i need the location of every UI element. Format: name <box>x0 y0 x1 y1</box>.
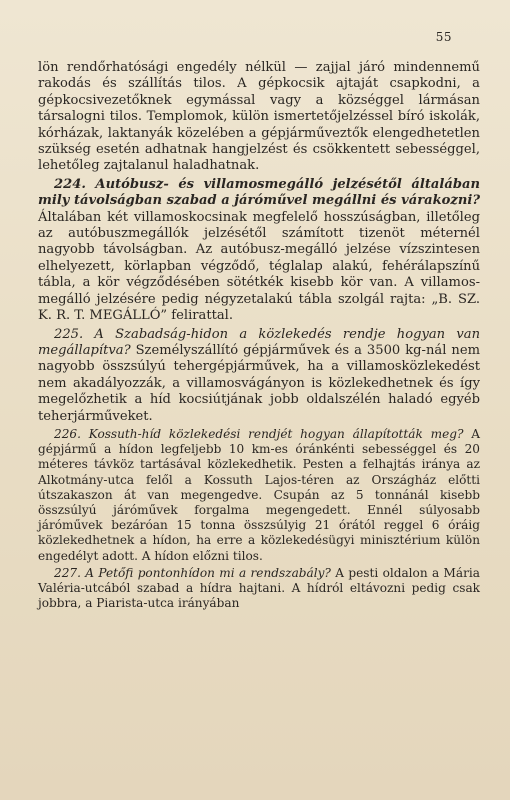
body-text <box>38 60 480 611</box>
question-227 <box>38 566 480 612</box>
question-226 <box>38 427 480 564</box>
question-224 <box>38 177 480 325</box>
question-text: 227. A Petőfi pontonhídon mi a rendszabály? <box>54 565 331 580</box>
answer-text: A pesti oldalon a Mária Valéria-utcából szabad a hídra hajtani. A hídról eltávozni pedig csak jobbra, a Piarista-utca irányában <box>38 565 480 611</box>
answer-text: Általában két villamoskocsinak megfelelő hosszúságban, illetőleg az autóbuszmegállók jelzésétől számított tizenöt méternél nagyobb távolságban. Az autóbusz-megálló jelzése vízszintesen elhelyezett, körlapban végződő, téglalap alakú, fehérálapszínű tábla, a kör végződésében sötétkék kisebb kör van. A villamos-megálló jelzésére pedig négyzetalakú tábla szolgál rajta: „B. SZ. K. R. T. MEGÁLLÓ” felirattal. <box>38 209 480 324</box>
question-text: 224. Autóbusz- és villamosmegálló jelzésétől általában mily távolságban szabad a járóművel megállni és várakozni? <box>38 176 480 209</box>
paragraph-continuation <box>38 60 480 175</box>
question-225 <box>38 327 480 425</box>
page-number: 55 <box>435 30 452 44</box>
answer-text: A gépjármű a hídon legfeljebb 10 km-es óránkénti sebességgel és 20 méteres távköz tartásával közlekedhetik. Pesten a felhajtás iránya az Alkotmány-utca felől a Kossuth Lajos-téren az Országház előtti útszakaszon át van megengedve. Csupán az 5 tonnánál kisebb összsúlyú járóművek forgalma megengedett. Ennél súlyosabb járóművek bezáróan 15 tonna összsúlyig 21 órától reggel 6 óráig közlekedhetnek a hídon, ha erre a közlekedésügyi minisztérium külön engedélyt adott. A hídon előzni tilos. <box>38 426 480 563</box>
question-text: 226. Kossuth-híd közlekedési rendjét hogyan állapították meg? <box>54 426 464 441</box>
paragraph-text: lön rendőrhatósági engedély nélkül — zajjal járó mindennemű rakodás és szállítás tilos. A gépkocsik ajtaját csapkodni, a gépkocsivezetőknek egymással vagy a községgel lármásan társalogni tilos. Templomok, külön ismertetőjelzéssel bíró iskolák, kórházak, laktanyák közelében a gépjárműveztők elengedhetetlen szükség esetén adhatnak hangjelzést és csökkentett sebességgel, lehetőleg zajtalanul haladhatnak. <box>38 60 480 174</box>
question-text: 225. A Szabadság-hidon a közlekedés rendje hogyan van megállapítva? <box>38 326 480 358</box>
answer-text: Személyszállító gépjárművek és a 3500 kg-nál nem nagyobb összsúlyú tehergépjárművek, ha a villamosközlekedést nem akadályozzák, a villamosvágányon is közlekedhetnek és így megelőzhetik a híd kocsiútjának jobb oldalszélén haladó egyéb teherjárműveket. <box>38 342 480 424</box>
